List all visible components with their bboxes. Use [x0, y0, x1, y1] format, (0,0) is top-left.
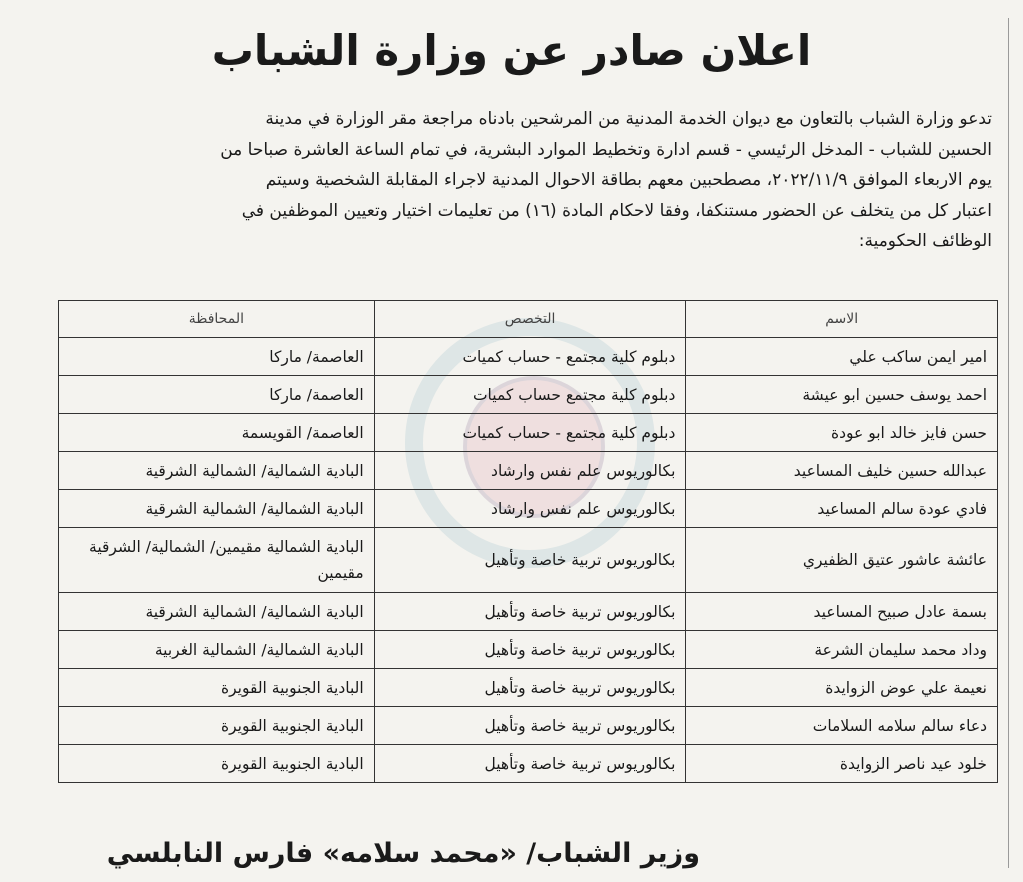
table-row [59, 707, 998, 745]
cell-name: احمد يوسف حسين ابو عيشة [686, 376, 998, 414]
cell-name: وداد محمد سليمان الشرعة [686, 631, 998, 669]
table-row [59, 593, 998, 631]
minister-signature: وزير الشباب/ «محمد سلامه» فارس النابلسي [106, 838, 700, 869]
table-row [59, 490, 998, 528]
cell-governorate: البادية الشمالية/ الشمالية الشرقية [59, 490, 375, 528]
cell-specialization: بكالوريوس علم نفس وارشاد [374, 490, 686, 528]
table-row [59, 631, 998, 669]
table-row [59, 528, 998, 593]
cell-name: نعيمة علي عوض الزوايدة [686, 669, 998, 707]
header-specialization: التخصص [374, 301, 686, 338]
table-row [59, 414, 998, 452]
announcement-body [52, 104, 992, 257]
cell-name: دعاء سالم سلامه السلامات [686, 707, 998, 745]
cell-name: عائشة عاشور عتيق الظفيري [686, 528, 998, 593]
cell-name: خلود عيد ناصر الزوايدة [686, 745, 998, 783]
cell-specialization: بكالوريوس تربية خاصة وتأهيل [374, 745, 686, 783]
cell-name: حسن فايز خالد ابو عودة [686, 414, 998, 452]
body-line: يوم الاربعاء الموافق ٢٠٢٢/١١/٩، مصطحبين معهم بطاقة الاحوال المدنية لاجراء المقابلة الشخصية وسيتم [265, 170, 992, 190]
table-row [59, 376, 998, 414]
cell-governorate: العاصمة/ ماركا [59, 376, 375, 414]
body-line: اعتبار كل من يتخلف عن الحضور مستنكفا، وفقا لاحكام المادة (١٦) من تعليمات اختيار وتعيين الموظفين في [241, 200, 992, 221]
announcement-title: اعلان صادر عن وزارة الشباب [211, 26, 812, 75]
cell-name: فادي عودة سالم المساعيد [686, 490, 998, 528]
cell-specialization: دبلوم كلية مجتمع - حساب كميات [374, 414, 686, 452]
body-line: تدعو وزارة الشباب بالتعاون مع ديوان الخدمة المدنية من المرشحين بادناه مراجعة مقر الوزارة في مدينة [265, 109, 992, 129]
cell-governorate: العاصمة/ القويسمة [59, 414, 375, 452]
table-row [59, 745, 998, 783]
cell-specialization: بكالوريوس تربية خاصة وتأهيل [374, 707, 686, 745]
body-line: الوظائف الحكومية: [858, 231, 992, 251]
cell-governorate: البادية الشمالية/ الشمالية الشرقية [59, 452, 375, 490]
cell-name: بسمة عادل صبيح المساعيد [686, 593, 998, 631]
body-line: الحسين للشباب - المدخل الرئيسي - قسم ادارة وتخطيط الموارد البشرية، في تمام الساعة العاشرة صباحا من [220, 139, 992, 160]
cell-governorate: البادية الجنوبية القويرة [59, 745, 375, 783]
cell-governorate: البادية الجنوبية القويرة [59, 669, 375, 707]
cell-name: عبدالله حسين خليف المساعيد [686, 452, 998, 490]
table-header-row [59, 301, 998, 338]
cell-specialization: بكالوريوس تربية خاصة وتأهيل [374, 669, 686, 707]
cell-specialization: دبلوم كلية مجتمع حساب كميات [374, 376, 686, 414]
cell-governorate: البادية الشمالية مقيمين/ الشمالية/ الشرقية مقيمين [59, 528, 375, 593]
table-row [59, 669, 998, 707]
header-name: الاسم [686, 301, 998, 338]
candidates-table [58, 300, 998, 783]
cell-specialization: بكالوريوس تربية خاصة وتأهيل [374, 528, 686, 593]
cell-name: امير ايمن ساكب علي [686, 338, 998, 376]
table-row [59, 338, 998, 376]
cell-specialization: بكالوريوس تربية خاصة وتأهيل [374, 631, 686, 669]
cell-specialization: دبلوم كلية مجتمع - حساب كميات [374, 338, 686, 376]
cell-specialization: بكالوريوس علم نفس وارشاد [374, 452, 686, 490]
cell-governorate: العاصمة/ ماركا [59, 338, 375, 376]
cell-governorate: البادية الشمالية/ الشمالية الغربية [59, 631, 375, 669]
table-row [59, 452, 998, 490]
cell-governorate: البادية الشمالية/ الشمالية الشرقية [59, 593, 375, 631]
cell-specialization: بكالوريوس تربية خاصة وتأهيل [374, 593, 686, 631]
cell-governorate: البادية الجنوبية القويرة [59, 707, 375, 745]
header-governorate: المحافظة [59, 301, 375, 338]
column-divider [1008, 18, 1009, 868]
